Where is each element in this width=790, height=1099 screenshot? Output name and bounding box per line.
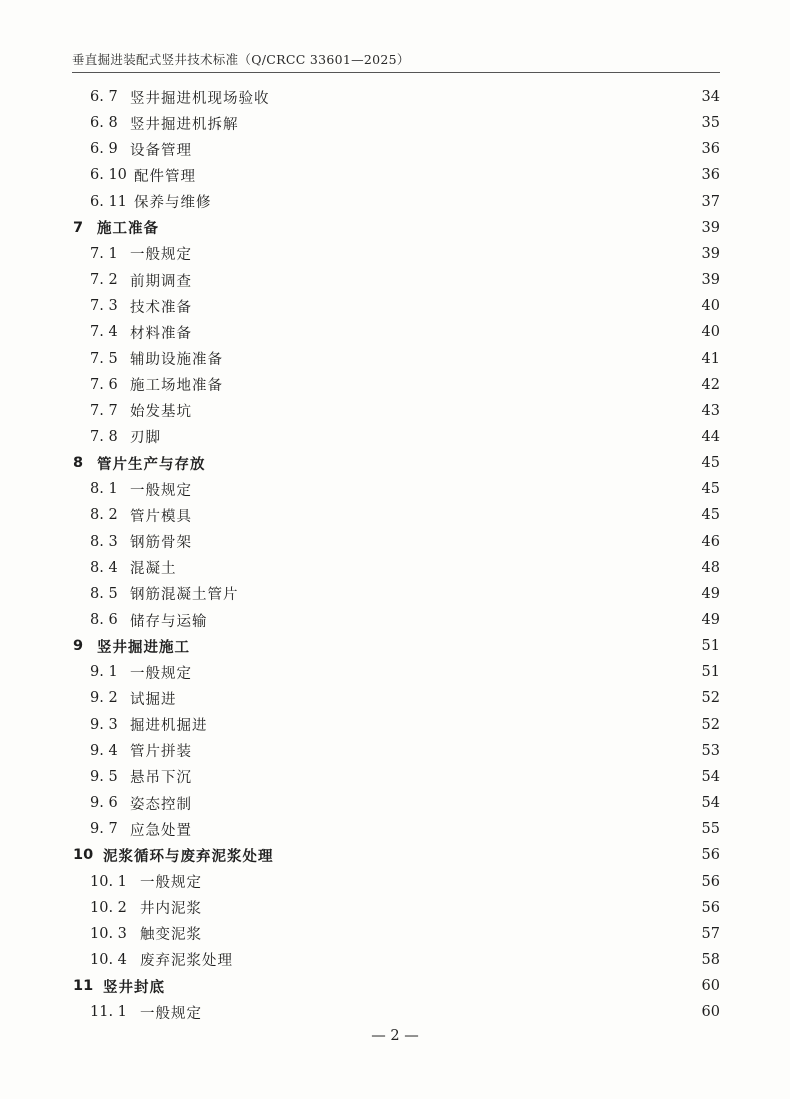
toc-entry-page: 42 xyxy=(701,376,720,393)
toc-section-row[interactable] xyxy=(90,999,720,1025)
toc-entry-page: 56 xyxy=(701,847,720,864)
dot-leader xyxy=(237,947,688,973)
toc-entry-title: 钢筋混凝土管片 xyxy=(130,587,239,604)
dot-leader xyxy=(196,529,688,555)
toc-entry-page: 52 xyxy=(701,716,720,733)
toc-entry-title: 始发基坑 xyxy=(130,404,192,421)
dot-leader xyxy=(210,450,689,476)
toc-entry-title: 混凝土 xyxy=(130,561,177,578)
toc-section-row[interactable] xyxy=(90,162,720,188)
toc-section-row[interactable] xyxy=(90,346,720,372)
toc-entry-number: 6. 7 xyxy=(90,89,118,105)
toc-entry-number: 8. 3 xyxy=(90,533,118,550)
dot-leader xyxy=(196,790,688,816)
toc-entry-title: 竖井掘进机现场验收 xyxy=(130,90,270,107)
toc-chapter-row[interactable] xyxy=(73,973,720,999)
dot-leader xyxy=(196,502,688,528)
toc-section-row[interactable] xyxy=(90,555,720,581)
toc-section-row[interactable] xyxy=(90,738,720,764)
toc-section-row[interactable] xyxy=(90,267,720,293)
dot-leader xyxy=(216,189,689,215)
toc-section-row[interactable] xyxy=(90,659,720,685)
toc-entry-number: 7. 1 xyxy=(90,245,118,262)
toc-section-row[interactable] xyxy=(90,398,720,424)
toc-section-row[interactable] xyxy=(90,921,720,947)
running-header: 垂直掘进装配式竖井技术标准（Q/CRCC 33601—2025） xyxy=(72,52,410,67)
toc-entry-number: 7. 8 xyxy=(90,428,118,445)
toc-entry-title: 技术准备 xyxy=(130,299,192,316)
toc-entry-number: 7. 2 xyxy=(90,272,118,289)
dot-leader xyxy=(212,712,689,738)
toc-entry-title: 试掘进 xyxy=(130,691,177,708)
toc-entry-number: 6. 11 xyxy=(90,193,127,210)
toc-entry-page: 39 xyxy=(701,272,720,289)
toc-section-row[interactable] xyxy=(90,476,720,502)
toc-entry-page: 43 xyxy=(701,402,720,419)
toc-entry-page: 39 xyxy=(701,219,720,236)
toc-entry-page: 46 xyxy=(701,533,720,550)
toc-entry-page: 35 xyxy=(701,115,720,132)
toc-section-row[interactable] xyxy=(90,685,720,711)
toc-entry-number: 9. 5 xyxy=(90,768,118,785)
toc-entry-page: 40 xyxy=(701,298,720,315)
toc-entry-number: 7. 4 xyxy=(90,324,118,341)
toc-entry-title: 触变泥浆 xyxy=(140,927,202,944)
toc-entry-title: 管片模具 xyxy=(130,508,192,525)
toc-entry-title: 刃脚 xyxy=(130,430,161,447)
toc-entry-number: 9. 6 xyxy=(90,795,118,812)
toc-chapter-row[interactable] xyxy=(73,215,720,241)
toc-entry-page: 53 xyxy=(701,742,720,759)
toc-entry-number: 7. 3 xyxy=(90,298,118,315)
toc-entry-number: 6. 9 xyxy=(90,141,118,158)
toc-section-row[interactable] xyxy=(90,712,720,738)
toc-entry-number: 8. 1 xyxy=(90,481,118,498)
toc-section-row[interactable] xyxy=(90,502,720,528)
toc-entry-page: 34 xyxy=(701,89,720,105)
toc-entry-number: 9 xyxy=(73,638,84,655)
toc-entry-title: 竖井掘进机拆解 xyxy=(130,116,239,133)
dot-leader xyxy=(196,398,688,424)
toc-entry-number: 10 xyxy=(73,847,94,864)
toc-entry-number: 8. 5 xyxy=(90,585,118,602)
dot-leader xyxy=(206,895,688,921)
toc-entry-page: 45 xyxy=(701,481,720,498)
toc-entry-number: 7. 7 xyxy=(90,402,118,419)
dot-leader xyxy=(206,869,688,895)
dot-leader xyxy=(227,372,688,398)
dot-leader xyxy=(243,581,689,607)
toc-entry-number: 9. 4 xyxy=(90,742,118,759)
toc-entry-title: 前期调查 xyxy=(130,273,192,290)
toc-entry-number: 8. 4 xyxy=(90,559,118,576)
dot-leader xyxy=(200,162,688,188)
toc-entry-number: 7 xyxy=(73,219,84,236)
toc-section-row[interactable] xyxy=(90,241,720,267)
toc-entry-page: 54 xyxy=(701,795,720,812)
toc-entry-page: 36 xyxy=(701,141,720,158)
toc-entry-page: 36 xyxy=(701,167,720,184)
toc-entry-title: 泥浆循环与废弃泥浆处理 xyxy=(103,848,274,865)
dot-leader xyxy=(243,110,689,136)
toc-entry-title: 竖井封底 xyxy=(103,979,165,996)
header-rule xyxy=(72,72,720,73)
toc-section-row[interactable] xyxy=(90,816,720,842)
toc-section-row[interactable] xyxy=(90,764,720,790)
toc-entry-title: 辅助设施准备 xyxy=(130,352,223,368)
toc-entry-page: 37 xyxy=(701,193,720,210)
toc-entry-title: 施工准备 xyxy=(97,221,159,238)
dot-leader xyxy=(196,293,688,319)
dot-leader xyxy=(196,816,688,842)
toc-entry-title: 钢筋骨架 xyxy=(130,535,192,552)
toc-entry-page: 60 xyxy=(701,978,720,995)
page-number: — 2 — xyxy=(371,1028,419,1044)
dot-leader xyxy=(181,685,689,711)
toc-entry-page: 48 xyxy=(701,559,720,576)
toc-entry-page: 39 xyxy=(701,245,720,262)
toc-chapter-row[interactable] xyxy=(73,633,720,659)
toc-entry-page: 45 xyxy=(701,507,720,524)
toc-entry-title: 一般规定 xyxy=(130,247,192,264)
toc-entry-page: 40 xyxy=(701,324,720,341)
toc-entry-number: 8 xyxy=(73,455,84,472)
toc-section-row[interactable] xyxy=(90,136,720,162)
toc-section-row[interactable] xyxy=(90,529,720,555)
toc-entry-title: 一般规定 xyxy=(140,875,202,891)
toc-entry-title: 井内泥浆 xyxy=(140,901,202,918)
dot-leader xyxy=(206,921,688,947)
dot-leader xyxy=(278,842,689,868)
toc-section-row[interactable] xyxy=(90,372,720,398)
toc-entry-page: 41 xyxy=(701,350,720,367)
toc-entry-title: 竖井掘进施工 xyxy=(97,639,190,656)
dot-leader xyxy=(196,659,688,685)
toc-entry-title: 配件管理 xyxy=(134,168,196,185)
dot-leader xyxy=(196,267,688,293)
toc-entry-title: 保养与维修 xyxy=(134,195,212,212)
toc-entry-number: 10. 3 xyxy=(90,925,127,942)
toc-entry-title: 管片拼装 xyxy=(130,744,192,761)
dot-leader xyxy=(274,84,689,110)
toc-entry-title: 一般规定 xyxy=(130,665,192,682)
toc-entry-page: 54 xyxy=(701,768,720,785)
toc-entry-page: 56 xyxy=(701,899,720,916)
toc-entry-page: 52 xyxy=(701,690,720,707)
toc-entry-title: 管片生产与存放 xyxy=(97,456,206,473)
toc-entry-title: 设备管理 xyxy=(130,142,192,159)
toc-entry-title: 一般规定 xyxy=(130,482,192,499)
toc-section-row[interactable] xyxy=(90,189,720,215)
toc-entry-number: 9. 7 xyxy=(90,821,118,838)
toc-entry-number: 8. 6 xyxy=(90,612,118,628)
toc-entry-title: 掘进机掘进 xyxy=(130,718,208,735)
toc-section-row[interactable] xyxy=(90,319,720,345)
dot-leader xyxy=(196,241,688,267)
toc-entry-title: 施工场地准备 xyxy=(130,378,223,395)
dot-leader xyxy=(196,319,688,345)
toc-entry-title: 悬吊下沉 xyxy=(130,770,192,787)
toc-entry-page: 49 xyxy=(701,585,720,602)
toc-entry-title: 储存与运输 xyxy=(130,613,208,630)
dot-leader xyxy=(194,633,688,659)
dot-leader xyxy=(196,738,688,764)
dot-leader xyxy=(212,607,689,633)
toc-entry-title: 废弃泥浆处理 xyxy=(140,953,233,970)
toc-entry-number: 11. 1 xyxy=(90,1004,127,1021)
dot-leader xyxy=(196,136,688,162)
toc-entry-page: 58 xyxy=(701,951,720,968)
dot-leader xyxy=(163,215,688,241)
toc-entry-number: 10. 1 xyxy=(90,873,127,890)
toc-entry-number: 6. 10 xyxy=(90,167,127,184)
toc-section-row[interactable] xyxy=(90,293,720,319)
toc-entry-number: 9. 2 xyxy=(90,690,118,707)
toc-entry-number: 6. 8 xyxy=(90,115,118,132)
dot-leader xyxy=(196,764,688,790)
toc-entry-page: 57 xyxy=(701,925,720,942)
toc-entry-page: 44 xyxy=(701,428,720,445)
toc-entry-page: 45 xyxy=(701,455,720,472)
toc-entry-number: 9. 3 xyxy=(90,716,118,733)
toc-entry-number: 7. 6 xyxy=(90,376,118,393)
toc-entry-page: 51 xyxy=(701,664,720,681)
toc-entry-title: 材料准备 xyxy=(130,325,192,342)
toc-chapter-row[interactable] xyxy=(73,842,720,868)
toc-entry-number: 9. 1 xyxy=(90,664,118,681)
toc-entry-number: 10. 2 xyxy=(90,899,127,916)
toc-entry-page: 49 xyxy=(701,612,720,628)
toc-entry-title: 一般规定 xyxy=(140,1005,202,1022)
dot-leader xyxy=(227,346,688,372)
toc-section-row[interactable] xyxy=(90,424,720,450)
toc-section-row[interactable] xyxy=(90,607,720,633)
toc-entry-title: 姿态控制 xyxy=(130,796,192,813)
toc-section-row[interactable] xyxy=(90,790,720,816)
toc-entry-page: 60 xyxy=(701,1004,720,1021)
toc-section-row[interactable] xyxy=(90,895,720,921)
toc-entry-title: 应急处置 xyxy=(130,822,192,839)
toc-chapter-row[interactable] xyxy=(73,450,720,476)
dot-leader xyxy=(196,476,688,502)
toc-section-row[interactable] xyxy=(90,84,720,110)
toc-section-row[interactable] xyxy=(90,869,720,895)
toc-section-row[interactable] xyxy=(90,947,720,973)
dot-leader xyxy=(165,424,688,450)
dot-leader xyxy=(181,555,689,581)
dot-leader xyxy=(206,999,688,1025)
toc-entry-number: 10. 4 xyxy=(90,951,127,968)
toc-entry-page: 55 xyxy=(701,821,720,838)
toc-entry-number: 8. 2 xyxy=(90,507,118,524)
toc-entry-number: 7. 5 xyxy=(90,350,118,367)
toc-entry-page: 51 xyxy=(701,638,720,655)
dot-leader xyxy=(169,973,688,999)
toc-entry-number: 11 xyxy=(73,978,94,995)
toc-section-row[interactable] xyxy=(90,581,720,607)
toc-entry-page: 56 xyxy=(701,873,720,890)
toc-section-row[interactable] xyxy=(90,110,720,136)
